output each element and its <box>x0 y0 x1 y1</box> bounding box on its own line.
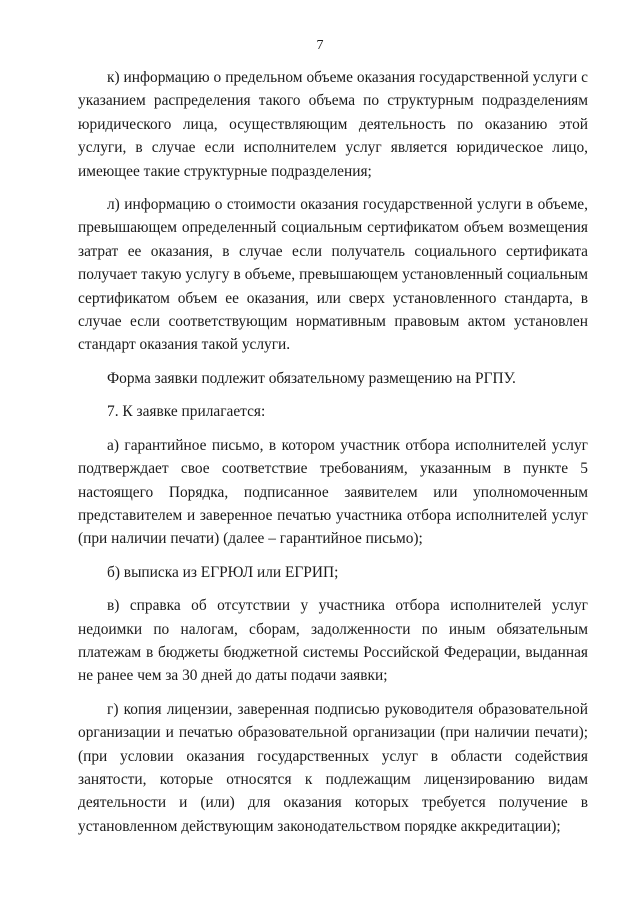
paragraph-b: б) выписка из ЕГРЮЛ или ЕГРИП; <box>107 563 339 581</box>
page-number: 7 <box>316 38 324 53</box>
paragraph-a: а) гарантийное письмо, в котором участник отбора исполнителей услуг подтверждает свое соответствие требованиям, указанным в пункте 5 настоящего Порядка, подписанное заявителем или уполномоченным представителем и заверенное печатью участника отбора исполнителей услуг (при наличии печати) (далее – гарантийное письмо); <box>78 436 588 548</box>
document-body <box>78 66 588 838</box>
paragraph-l: л) информацию о стоимости оказания государственной услуги в объеме, превышающем определенный социальным сертификатом объем возмещения затрат ее оказания, в случае если получатель социального сертификата получает такую услугу в объеме, превышающем установленный социальным сертификатом объем ее оказания, или сверх установленного стандарта, в случае если соответствующим нормативным правовым актом установлен стандарт оказания такой услуги. <box>78 196 588 354</box>
paragraph-form-placement: Форма заявки подлежит обязательному размещению на РГПУ. <box>107 369 516 387</box>
paragraph-k: к) информацию о предельном объеме оказания государственной услуги с указанием распределения такого объема по структурным подразделениям юридического лица, осуществляющим деятельность по оказанию этой услуги, в случае если исполнителем услуг является юридическое лицо, имеющее такие структурные подразделения; <box>78 69 588 180</box>
paragraph-section-7: 7. К заявке прилагается: <box>107 403 266 421</box>
paragraph-v: в) справка об отсутствии у участника отбора исполнителей услуг недоимки по налогам, сборам, задолженности по иным обязательным платежам в бюджеты бюджетной системы Российской Федерации, выданная не ранее чем за 30 дней до даты подачи заявки; <box>78 597 588 685</box>
paragraph-g: г) копия лицензии, заверенная подписью руководителя образовательной организации и печатью образовательной организации (при наличии печати); (при условии оказания государственных услуг в области содействия занятости, которые относятся к подлежащим лицензированию видам деятельности и (или) для оказания которых требуется получение в установленном действующим законодательством порядке аккредитации); <box>78 700 588 835</box>
